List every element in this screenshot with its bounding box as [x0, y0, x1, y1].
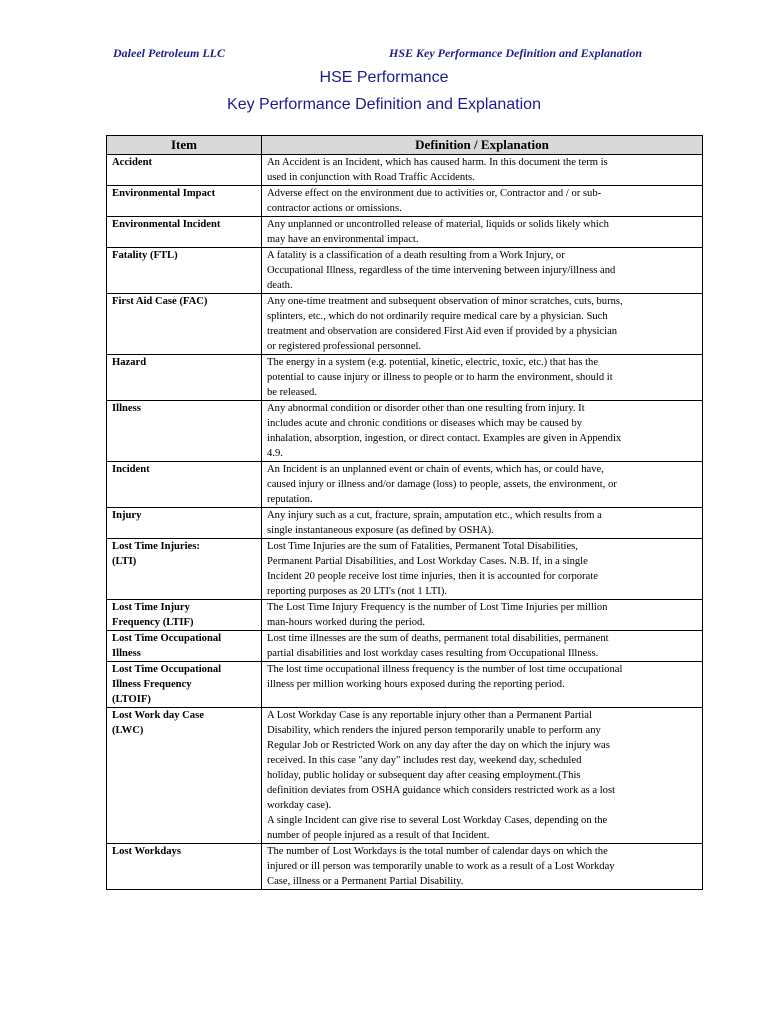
- definition-cell: Lost Time Injuries are the sum of Fatalities, Permanent Total Disabilities, Permanent Partial Disabilities, and Lost Workday Cases. N.B. If, in a single Incident 20 people receive lost time injuries, then it is accounted for corporate reporting purposes as 20 LTI's (not 1 LTI).: [262, 539, 703, 600]
- table-row: [107, 248, 703, 294]
- term-cell: Illness: [107, 401, 262, 462]
- term-cell: Lost Time Occupational Illness Frequency (LTOIF): [107, 662, 262, 708]
- table-row: [107, 401, 703, 462]
- table-row: [107, 631, 703, 662]
- definition-cell: Any one-time treatment and subsequent observation of minor scratches, cuts, burns, splinters, etc., which do not ordinarily require medical care by a physician. Such treatment and observation are considered First Aid even if provided by a physician or registered professional personnel.: [262, 294, 703, 355]
- table-row: [107, 662, 703, 708]
- table-row: [107, 294, 703, 355]
- definition-cell: The energy in a system (e.g. potential, kinetic, electric, toxic, etc.) that has the potential to cause injury or illness to people or to harm the environment, should it be released.: [262, 355, 703, 401]
- table-row: [107, 462, 703, 508]
- table-row: [107, 155, 703, 186]
- column-header-item: Item: [107, 136, 262, 155]
- term-cell: Lost Time Occupational Illness: [107, 631, 262, 662]
- term-cell: Fatality (FTL): [107, 248, 262, 294]
- table-row: [107, 217, 703, 248]
- definition-cell: The number of Lost Workdays is the total number of calendar days on which the injured or ill person was temporarily unable to work as a result of a Lost Workday Case, illness or a Permanent Partial Disability.: [262, 844, 703, 890]
- term-cell: First Aid Case (FAC): [107, 294, 262, 355]
- term-cell: Hazard: [107, 355, 262, 401]
- term-cell: Lost Time Injuries: (LTI): [107, 539, 262, 600]
- term-cell: Accident: [107, 155, 262, 186]
- header-company: Daleel Petroleum LLC: [113, 46, 225, 60]
- definition-cell: Any injury such as a cut, fracture, sprain, amputation etc., which results from a single instantaneous exposure (as defined by OSHA).: [262, 508, 703, 539]
- header-doc-title: HSE Key Performance Definition and Explanation: [389, 46, 643, 60]
- term-cell: Lost Work day Case (LWC): [107, 708, 262, 844]
- definition-cell: An Incident is an unplanned event or chain of events, which has, or could have, caused injury or illness and/or damage (loss) to people, assets, the environment, or reputation.: [262, 462, 703, 508]
- definition-cell: Lost time illnesses are the sum of deaths, permanent total disabilities, permanent partial disabilities and lost workday cases resulting from Occupational Illness.: [262, 631, 703, 662]
- term-cell: Incident: [107, 462, 262, 508]
- term-cell: Environmental Impact: [107, 186, 262, 217]
- table-row: [107, 539, 703, 600]
- table-row: [107, 600, 703, 631]
- term-cell: Lost Workdays: [107, 844, 262, 890]
- page-subtitle: Key Performance Definition and Explanation: [227, 96, 541, 113]
- definition-cell: A Lost Workday Case is any reportable injury other than a Permanent Partial Disability, which renders the injured person temporarily unable to perform any Regular Job or Restricted Work on any day after the day on which the injury was received. In this case "any day" includes rest day, weekend day, scheduled holiday, public holiday or subsequent day after ceasing employment.(This definition deviates from OSHA guidance which considers restricted work as a lost workday case). A single Incident can give rise to several Lost Workday Cases, depending on the number of people injured as a result of that Incident.: [262, 708, 703, 844]
- table-row: [107, 508, 703, 539]
- term-cell: Lost Time Injury Frequency (LTIF): [107, 600, 262, 631]
- definition-cell: An Accident is an Incident, which has caused harm. In this document the term is used in conjunction with Road Traffic Accidents.: [262, 155, 703, 186]
- definition-cell: The lost time occupational illness frequency is the number of lost time occupational illness per million working hours exposed during the reporting period.: [262, 662, 703, 708]
- table-body: [107, 155, 703, 890]
- table-row: [107, 844, 703, 890]
- definition-cell: Any unplanned or uncontrolled release of material, liquids or solids likely which may have an environmental impact.: [262, 217, 703, 248]
- definitions-table: [106, 135, 703, 890]
- table-header-row: [107, 136, 703, 155]
- term-cell: Injury: [107, 508, 262, 539]
- definition-cell: A fatality is a classification of a death resulting from a Work Injury, or Occupational Illness, regardless of the time intervening between injury/illness and death.: [262, 248, 703, 294]
- column-header-definition: Definition / Explanation: [262, 136, 703, 155]
- definition-cell: Adverse effect on the environment due to activities or, Contractor and / or sub- contractor actions or omissions.: [262, 186, 703, 217]
- page-title: HSE Performance: [319, 69, 449, 86]
- table-row: [107, 186, 703, 217]
- definition-cell: The Lost Time Injury Frequency is the number of Lost Time Injuries per million man-hours worked during the period.: [262, 600, 703, 631]
- term-cell: Environmental Incident: [107, 217, 262, 248]
- table-row: [107, 708, 703, 844]
- definition-cell: Any abnormal condition or disorder other than one resulting from injury. It includes acute and chronic conditions or diseases which may be caused by inhalation, absorption, ingestion, or direct contact. Examples are given in Appendix 4.9.: [262, 401, 703, 462]
- table-row: [107, 355, 703, 401]
